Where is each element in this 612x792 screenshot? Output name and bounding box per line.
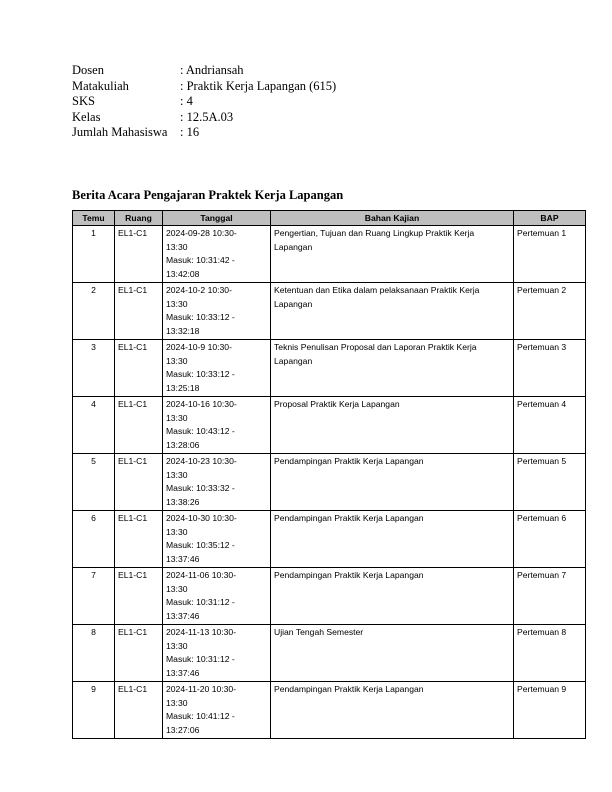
tanggal-jadwal: 2024-11-13 10:30- [166,627,237,637]
cell-ruang: EL1-C1 [115,625,163,682]
table-row [73,283,586,340]
cell-tanggal [163,283,271,340]
tanggal-masuk: Masuk: 10:31:12 - [166,654,235,664]
cell-ruang: EL1-C1 [115,682,163,739]
table-row [73,340,586,397]
tanggal-masuk: Masuk: 10:33:32 - [166,483,235,493]
table-row [73,568,586,625]
cell-bahan-kajian: Pendampingan Praktik Kerja Lapangan [271,454,514,511]
tanggal-jadwal-end: 13:30 [166,355,188,366]
table-row [73,397,586,454]
cell-bahan-kajian: Pendampingan Praktik Kerja Lapangan [271,568,514,625]
cell-temu: 6 [73,511,115,568]
cell-bahan-kajian: Teknis Penulisan Proposal dan Laporan Praktik Kerja Lapangan [271,340,514,397]
tanggal-jadwal-end: 13:30 [166,526,188,537]
tanggal-keluar: 13:28:06 [166,439,200,450]
tanggal-masuk: Masuk: 10:43:12 - [166,426,235,436]
tanggal-jadwal-end: 13:30 [166,640,188,651]
tanggal-keluar: 13:25:18 [166,382,200,393]
cell-tanggal [163,682,271,739]
cell-bap: Pertemuan 7 [514,568,586,625]
cell-bap: Pertemuan 6 [514,511,586,568]
cell-ruang: EL1-C1 [115,568,163,625]
tanggal-keluar: 13:37:46 [166,610,200,621]
info-value: : 4 [180,94,193,108]
info-label: Jumlah Mahasiswa [72,125,168,139]
tanggal-keluar: 13:37:46 [166,553,200,564]
cell-tanggal [163,511,271,568]
info-row-dosen [72,63,336,79]
cell-ruang: EL1-C1 [115,283,163,340]
table-row [73,454,586,511]
header-bap: BAP [514,211,586,226]
cell-tanggal [163,568,271,625]
cell-temu: 7 [73,568,115,625]
info-value: : Andriansah [180,63,244,77]
tanggal-jadwal-end: 13:30 [166,241,188,252]
cell-bahan-kajian: Pengertian, Tujuan dan Ruang Lingkup Praktik Kerja Lapangan [271,226,514,283]
tanggal-jadwal: 2024-09-28 10:30- [166,228,237,238]
table-row [73,625,586,682]
cell-bahan-kajian: Proposal Praktik Kerja Lapangan [271,397,514,454]
tanggal-masuk: Masuk: 10:31:12 - [166,597,235,607]
cell-bahan-kajian: Pendampingan Praktik Kerja Lapangan [271,511,514,568]
cell-bap: Pertemuan 4 [514,397,586,454]
info-value: : 12.5A.03 [180,109,234,124]
header-tanggal: Tanggal [163,211,271,226]
cell-ruang: EL1-C1 [115,226,163,283]
tanggal-masuk: Masuk: 10:41:12 - [166,711,235,721]
table-row [73,511,586,568]
tanggal-keluar: 13:27:06 [166,724,200,735]
cell-bahan-kajian: Ketentuan dan Etika dalam pelaksanaan Praktik Kerja Lapangan [271,283,514,340]
info-row-jumlah-mahasiswa [72,125,336,141]
tanggal-masuk: Masuk: 10:33:12 - [166,312,235,322]
bap-table [72,210,586,739]
cell-bap: Pertemuan 8 [514,625,586,682]
cell-tanggal [163,454,271,511]
cell-temu: 4 [73,397,115,454]
tanggal-jadwal: 2024-11-20 10:30- [166,684,237,694]
cell-bap: Pertemuan 2 [514,283,586,340]
tanggal-jadwal-end: 13:30 [166,298,188,309]
tanggal-keluar: 13:38:26 [166,496,200,507]
tanggal-keluar: 13:42:08 [166,268,200,279]
table-row [73,226,586,283]
cell-bap: Pertemuan 9 [514,682,586,739]
cell-bap: Pertemuan 5 [514,454,586,511]
cell-ruang: EL1-C1 [115,454,163,511]
header-bahan-kajian: Bahan Kajian [271,211,514,226]
tanggal-keluar: 13:37:46 [166,667,200,678]
tanggal-jadwal-end: 13:30 [166,469,188,480]
tanggal-jadwal-end: 13:30 [166,583,188,594]
tanggal-keluar: 13:32:18 [166,325,200,336]
info-label: SKS [72,94,95,108]
cell-bap: Pertemuan 1 [514,226,586,283]
tanggal-jadwal-end: 13:30 [166,412,188,423]
cell-temu: 3 [73,340,115,397]
cell-ruang: EL1-C1 [115,511,163,568]
tanggal-jadwal: 2024-10-30 10:30- [166,513,237,523]
info-label: Kelas [72,109,101,124]
cell-tanggal [163,340,271,397]
course-info [72,63,336,141]
info-row-matakuliah [72,79,336,95]
tanggal-jadwal-end: 13:30 [166,697,188,708]
header-ruang: Ruang [115,211,163,226]
tanggal-jadwal: 2024-10-2 10:30- [166,285,232,295]
table-header-row [73,211,586,226]
cell-temu: 5 [73,454,115,511]
tanggal-masuk: Masuk: 10:35:12 - [166,540,235,550]
info-value: : Praktik Kerja Lapangan (615) [180,78,337,93]
cell-temu: 1 [73,226,115,283]
cell-temu: 8 [73,625,115,682]
tanggal-jadwal: 2024-11-06 10:30- [166,570,237,580]
cell-bap: Pertemuan 3 [514,340,586,397]
info-row-sks [72,94,336,110]
cell-tanggal [163,625,271,682]
info-label: Dosen [72,63,104,77]
cell-bahan-kajian: Pendampingan Praktik Kerja Lapangan [271,682,514,739]
tanggal-jadwal: 2024-10-9 10:30- [166,342,232,352]
tanggal-jadwal: 2024-10-16 10:30- [166,399,237,409]
info-label: Matakuliah [72,78,129,93]
cell-temu: 2 [73,283,115,340]
cell-ruang: EL1-C1 [115,340,163,397]
cell-bahan-kajian: Ujian Tengah Semester [271,625,514,682]
header-temu: Temu [73,211,115,226]
info-row-kelas [72,110,336,126]
cell-tanggal [163,397,271,454]
tanggal-masuk: Masuk: 10:33:12 - [166,369,235,379]
tanggal-jadwal: 2024-10-23 10:30- [166,456,237,466]
cell-temu: 9 [73,682,115,739]
cell-tanggal [163,226,271,283]
cell-ruang: EL1-C1 [115,397,163,454]
tanggal-masuk: Masuk: 10:31:42 - [166,255,235,265]
table-row [73,682,586,739]
section-heading: Berita Acara Pengajaran Praktek Kerja Lapangan [72,188,344,202]
info-value: : 16 [180,125,200,139]
